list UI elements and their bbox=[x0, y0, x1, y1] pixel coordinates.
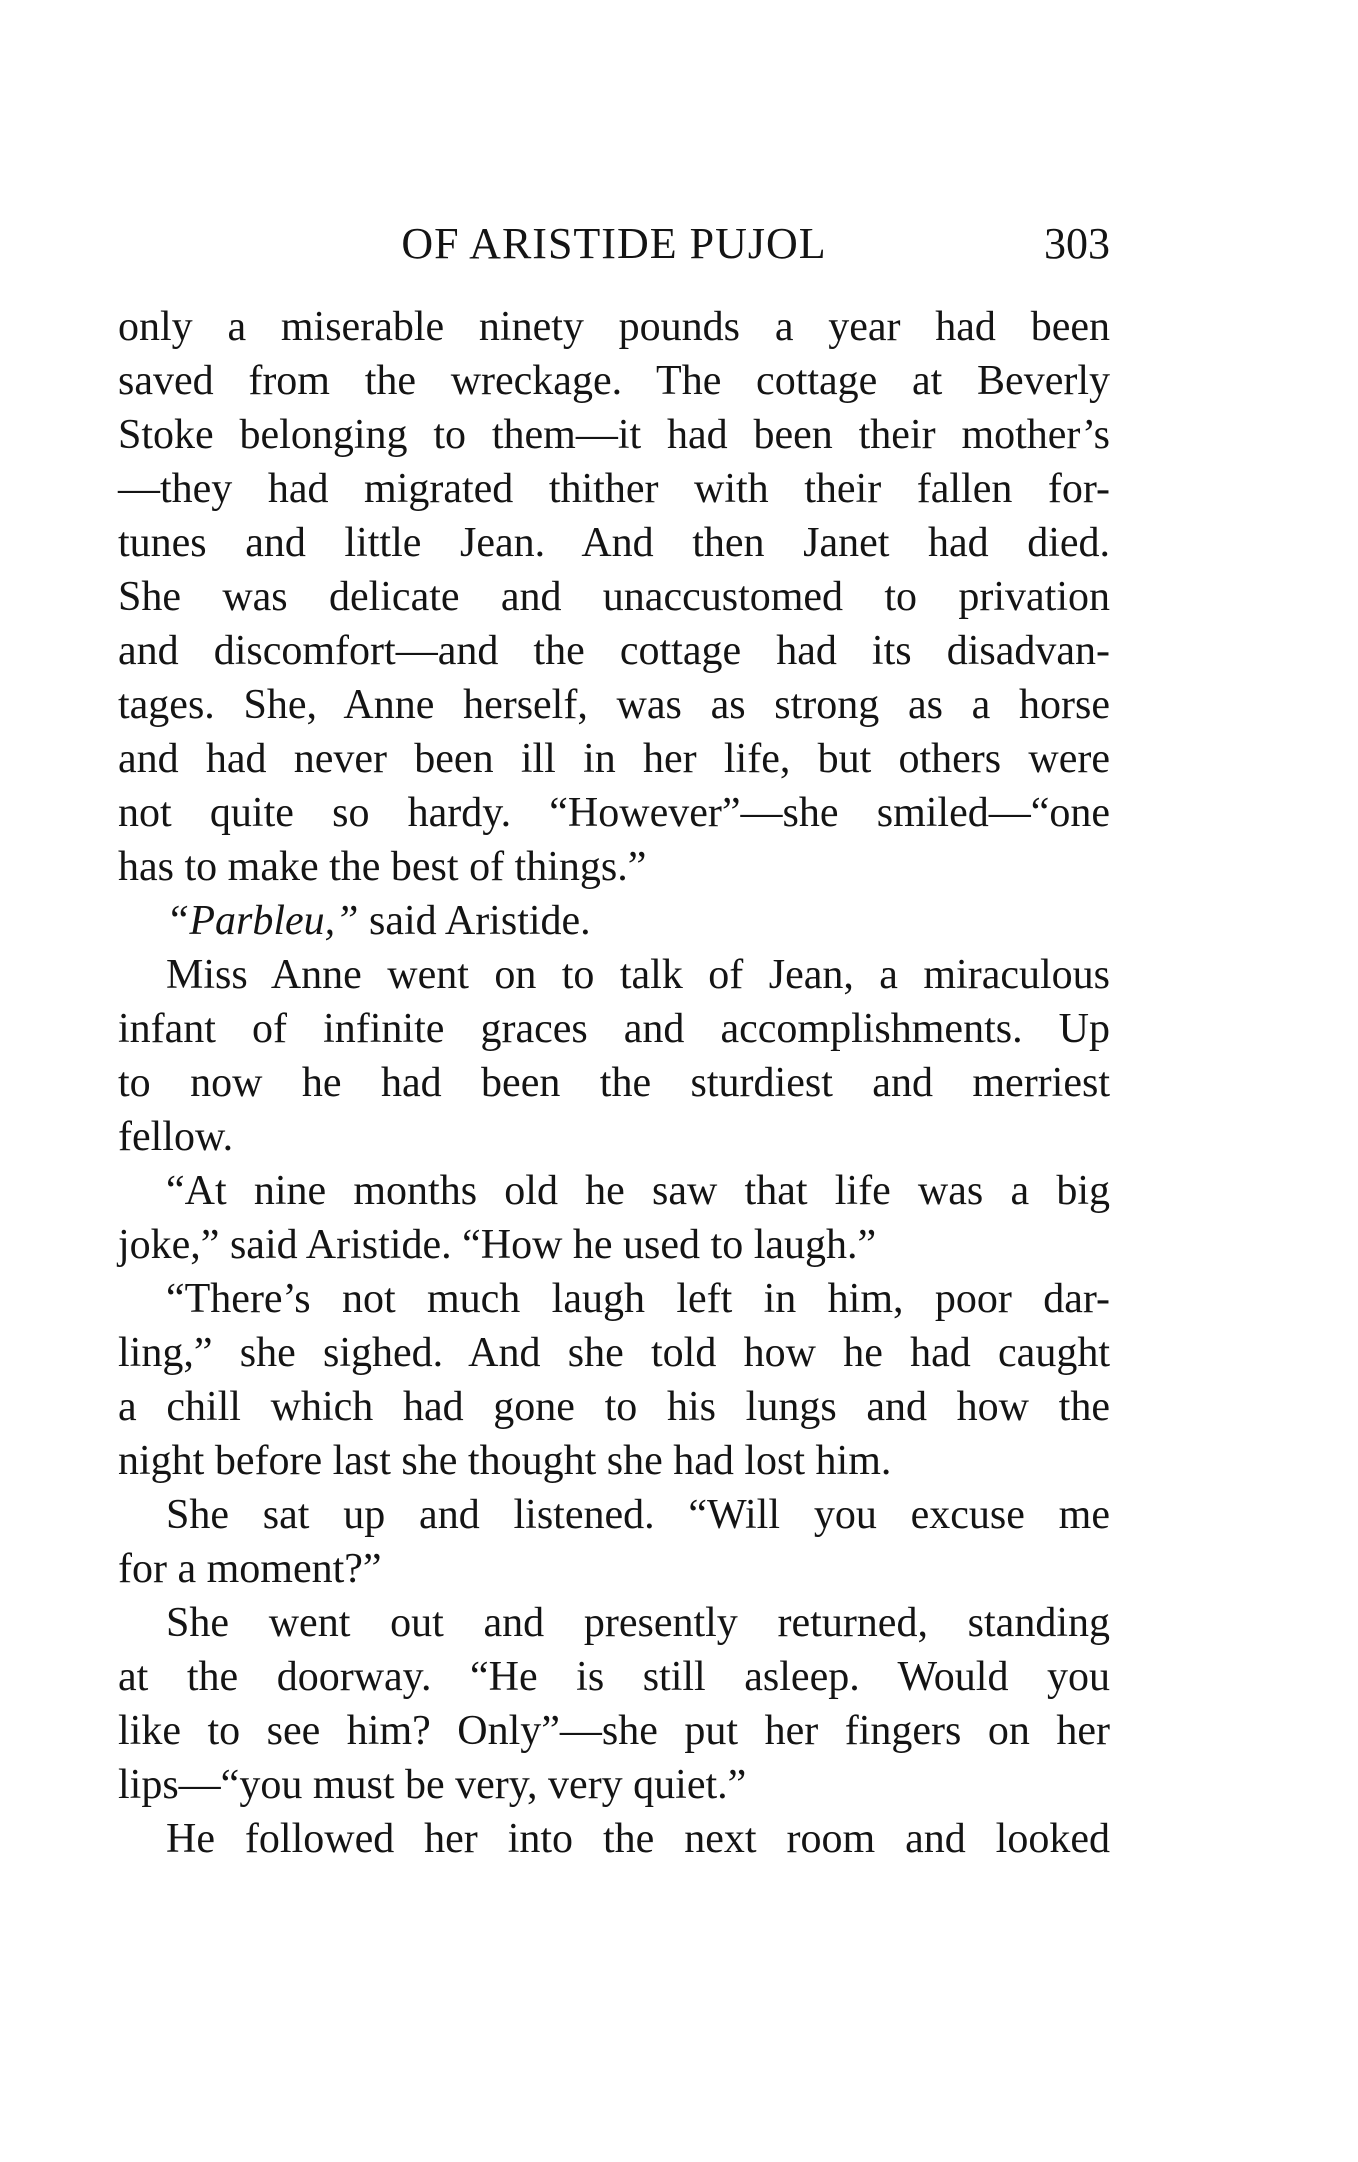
text-line: not quite so hardy. “However”—she smiled—“one bbox=[118, 790, 1110, 836]
text-line: Miss Anne went on to talk of Jean, a miraculous bbox=[166, 952, 1110, 998]
text-line: and discomfort—and the cottage had its disadvan- bbox=[118, 628, 1110, 674]
text-line: infant of infinite graces and accomplishments. Up bbox=[118, 1006, 1110, 1052]
page-header bbox=[118, 214, 1110, 274]
parbleu-line bbox=[118, 894, 1110, 948]
text-line: joke,” said Aristide. “How he used to laugh.” bbox=[118, 1222, 877, 1268]
text-line: at the doorway. “He is still asleep. Would you bbox=[118, 1654, 1110, 1700]
text-line: —they had migrated thither with their fallen for- bbox=[118, 466, 1110, 512]
page-number: 303 bbox=[1044, 219, 1110, 268]
text-line: and had never been ill in her life, but others were bbox=[118, 736, 1110, 782]
text-line: saved from the wreckage. The cottage at Beverly bbox=[118, 358, 1110, 404]
text-line: has to make the best of things.” bbox=[118, 844, 647, 890]
text-line: He followed her into the next room and looked bbox=[166, 1816, 1110, 1862]
text-line: fellow. bbox=[118, 1114, 234, 1160]
text-line: night before last she thought she had lost him. bbox=[118, 1438, 892, 1484]
text-line: to now he had been the sturdiest and merriest bbox=[118, 1060, 1110, 1106]
parbleu-italic: “Parbleu,” bbox=[166, 898, 359, 944]
text-line: She sat up and listened. “Will you excuse me bbox=[166, 1492, 1110, 1538]
body-text bbox=[118, 300, 1110, 1866]
text-line: for a moment?” bbox=[118, 1546, 382, 1592]
text-line: “At nine months old he saw that life was a big bbox=[166, 1168, 1110, 1214]
text-line: She was delicate and unaccustomed to privation bbox=[118, 574, 1110, 620]
text-line: a chill which had gone to his lungs and how the bbox=[118, 1384, 1110, 1430]
text-line: ling,” she sighed. And she told how he had caught bbox=[118, 1330, 1110, 1376]
text-line: like to see him? Only”—she put her fingers on her bbox=[118, 1708, 1110, 1754]
text-line: only a miserable ninety pounds a year had been bbox=[118, 304, 1110, 350]
parbleu-rest: said Aristide. bbox=[358, 898, 591, 944]
text-line: “There’s not much laugh left in him, poor dar- bbox=[166, 1276, 1110, 1322]
running-title: OF ARISTIDE PUJOL bbox=[401, 219, 827, 268]
text-line: Stoke belonging to them—it had been their mother’s bbox=[118, 412, 1110, 458]
text-line: tages. She, Anne herself, was as strong as a horse bbox=[118, 682, 1110, 728]
text-line: She went out and presently returned, standing bbox=[166, 1600, 1110, 1646]
text-line: tunes and little Jean. And then Janet had died. bbox=[118, 520, 1110, 566]
text-line: lips—“you must be very, very quiet.” bbox=[118, 1762, 747, 1808]
